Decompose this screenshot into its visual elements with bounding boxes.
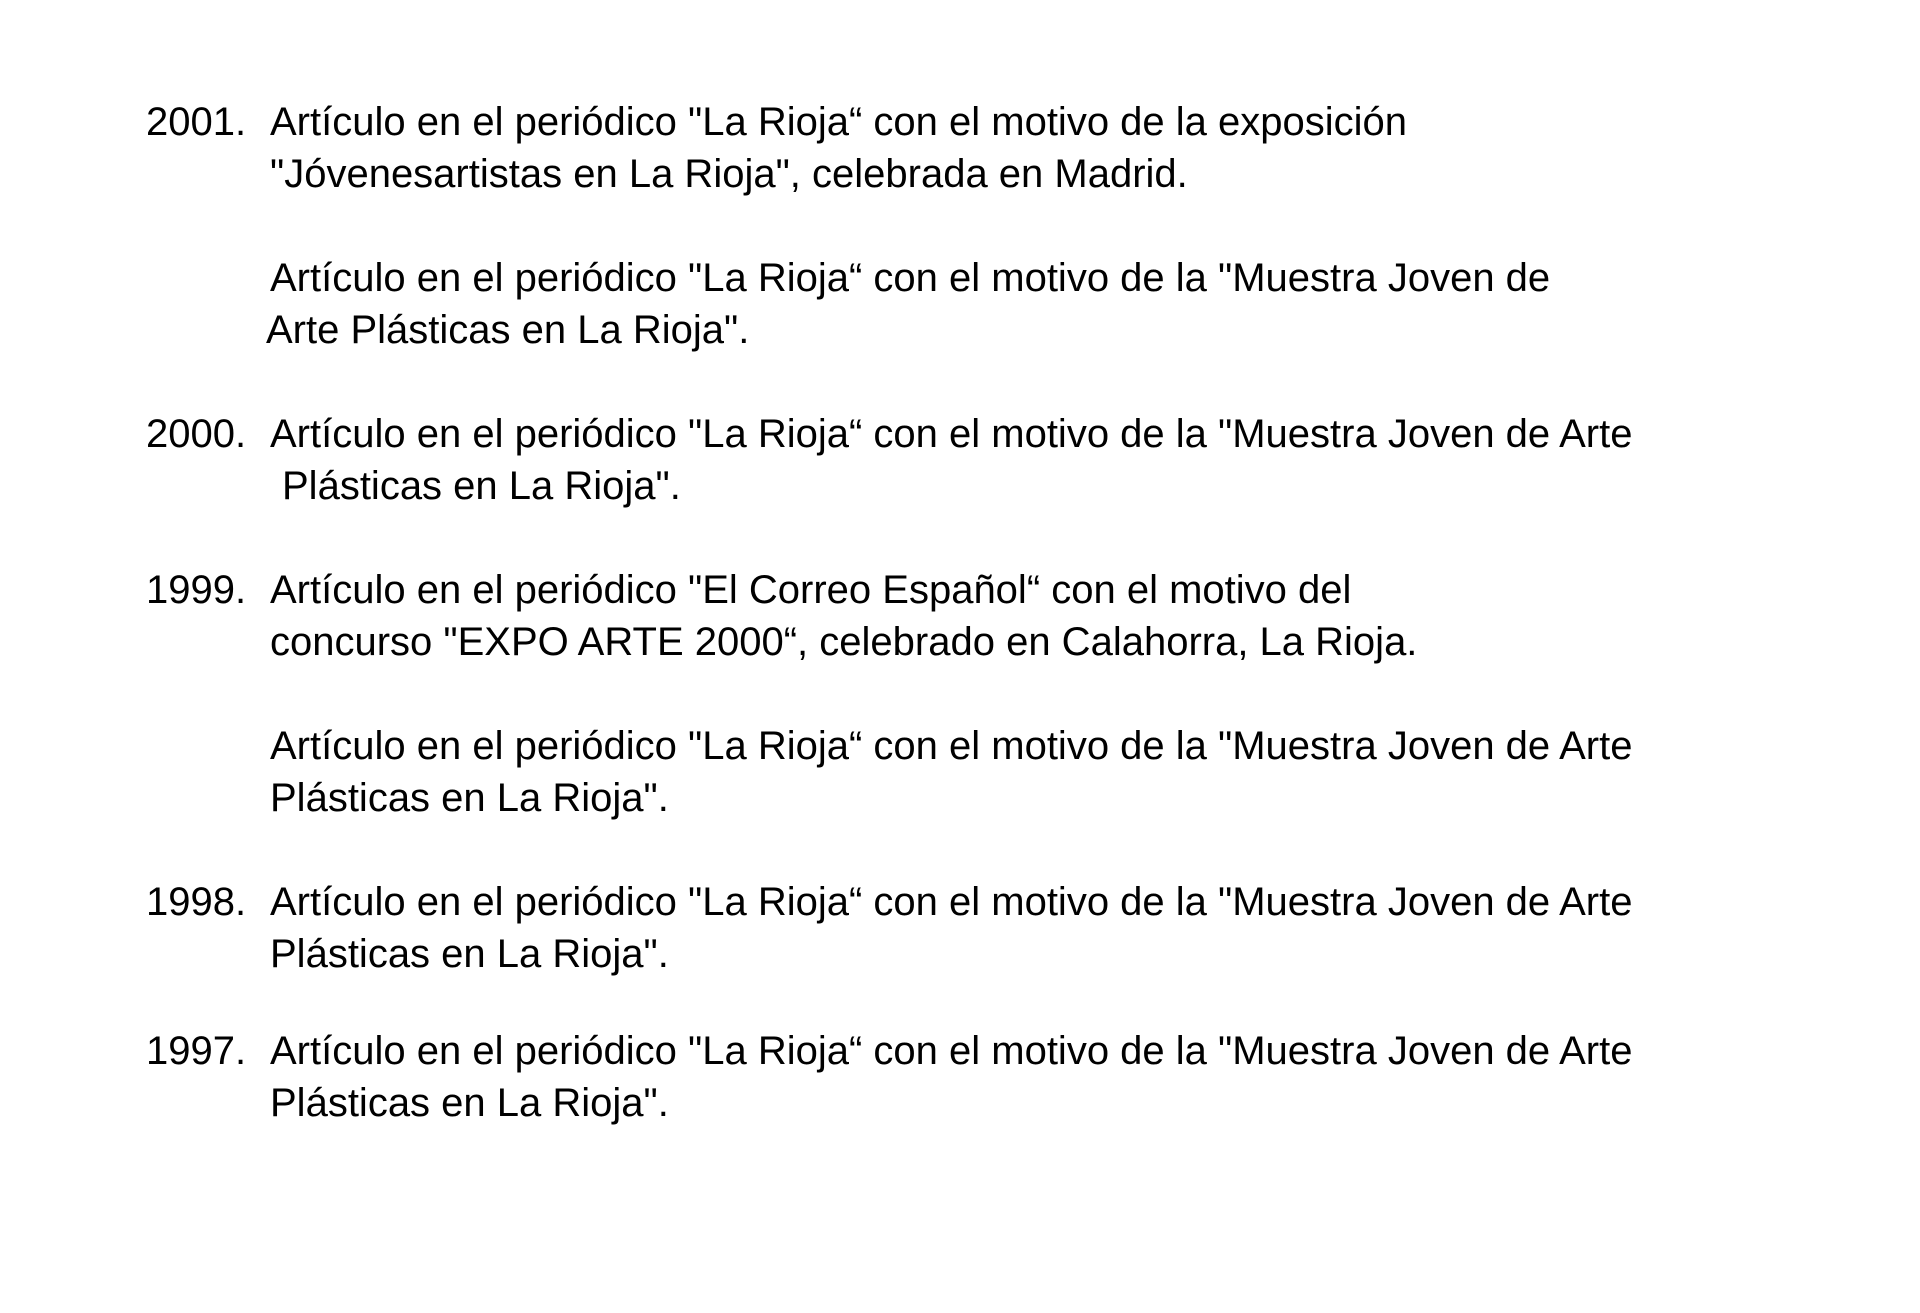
entry-line: Arte Plásticas en La Rioja". — [266, 308, 750, 352]
entry-line: concurso "EXPO ARTE 2000“, celebrado en Calahorra, La Rioja. — [270, 620, 1418, 664]
entry-line: Artículo en el periódico "La Rioja“ con el motivo de la "Muestra Joven de Arte — [270, 1029, 1633, 1073]
entry-year: 1999. — [146, 568, 247, 612]
entry-year: 2001. — [146, 100, 247, 144]
entry-year: 2000. — [146, 412, 247, 456]
entry-year: 1997. — [146, 1029, 247, 1073]
entry-line: Artículo en el periódico "La Rioja“ con el motivo de la "Muestra Joven de Arte — [270, 724, 1633, 768]
entry-line: Artículo en el periódico "La Rioja“ con el motivo de la "Muestra Joven de Arte — [270, 880, 1633, 924]
entry-line: Artículo en el periódico "El Correo Español“ con el motivo del — [270, 568, 1352, 612]
entry-line: Plásticas en La Rioja". — [270, 1081, 669, 1125]
entry-line: Plásticas en La Rioja". — [270, 932, 669, 976]
entry-line: Artículo en el periódico "La Rioja“ con el motivo de la exposición — [270, 100, 1408, 144]
entry-line: "Jóvenesartistas en La Rioja", celebrada en Madrid. — [270, 152, 1188, 196]
entry-line: Plásticas en La Rioja". — [282, 464, 681, 508]
entry-line: Plásticas en La Rioja". — [270, 776, 669, 820]
entry-year: 1998. — [146, 880, 247, 924]
entry-line: Artículo en el periódico "La Rioja“ con el motivo de la "Muestra Joven de — [270, 256, 1551, 300]
entry-line: Artículo en el periódico "La Rioja“ con el motivo de la "Muestra Joven de Arte — [270, 412, 1633, 456]
